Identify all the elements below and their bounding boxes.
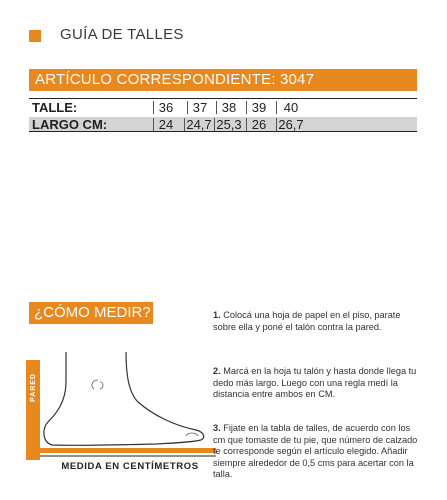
table-bottom-divider bbox=[29, 131, 417, 132]
cell-talle-37: 37 bbox=[187, 100, 213, 115]
step-1 bbox=[213, 310, 418, 333]
cell-largo-26-7: 26,7 bbox=[276, 117, 306, 132]
size-row-talle bbox=[29, 100, 417, 115]
ruler-label: MEDIDA EN CENTÍMETROS bbox=[61, 461, 199, 472]
cell-talle-36: 36 bbox=[153, 100, 179, 115]
foot-outline bbox=[44, 352, 204, 445]
cell-largo-26: 26 bbox=[246, 117, 272, 132]
step-number: 1. bbox=[213, 310, 221, 320]
cell-talle-39: 39 bbox=[246, 100, 272, 115]
how-to-measure-title: ¿CÓMO MEDIR? bbox=[29, 302, 153, 324]
cell-largo-25-3: 25,3 bbox=[214, 117, 244, 132]
step-text: Colocá una hoja de papel en el piso, parate sobre ella y poné el talón contra la pared. bbox=[213, 310, 401, 332]
page-title: GUÍA DE TALLES bbox=[60, 26, 184, 43]
size-table bbox=[29, 100, 417, 132]
step-number: 3. bbox=[213, 423, 221, 433]
floor-bar bbox=[26, 448, 216, 453]
foot-diagram bbox=[26, 352, 221, 462]
row-label-largo: LARGO CM: bbox=[32, 117, 108, 132]
step-number: 2. bbox=[213, 366, 221, 376]
step-text: Marcá en la hoja tu talón y hasta donde llega tu dedo más largo. Luego con una regla medí la distancia entre ambos en CM. bbox=[213, 366, 417, 399]
article-banner: ARTÍCULO CORRESPONDIENTE: 3047 bbox=[29, 69, 417, 91]
table-top-divider bbox=[29, 98, 417, 99]
header-square-icon bbox=[29, 30, 41, 42]
cell-largo-24-7: 24,7 bbox=[184, 117, 214, 132]
ankle-detail bbox=[92, 380, 103, 389]
toe-detail bbox=[186, 433, 198, 436]
cell-largo-24: 24 bbox=[153, 117, 179, 132]
wall-label: PARED bbox=[29, 372, 37, 402]
row-label-talle: TALLE: bbox=[32, 100, 78, 115]
step-3 bbox=[213, 423, 418, 481]
cell-talle-38: 38 bbox=[216, 100, 242, 115]
step-text: Fijate en la tabla de talles, de acuerdo con los cm que tomaste de tu pie, que número de calzado te corresponde según el artículo elegido. Añadir siempre alrededor de 0,5 cms para acertar con la talla. bbox=[213, 423, 418, 479]
cell-talle-40: 40 bbox=[276, 100, 306, 115]
size-row-largo bbox=[29, 117, 417, 132]
step-2 bbox=[213, 366, 418, 401]
